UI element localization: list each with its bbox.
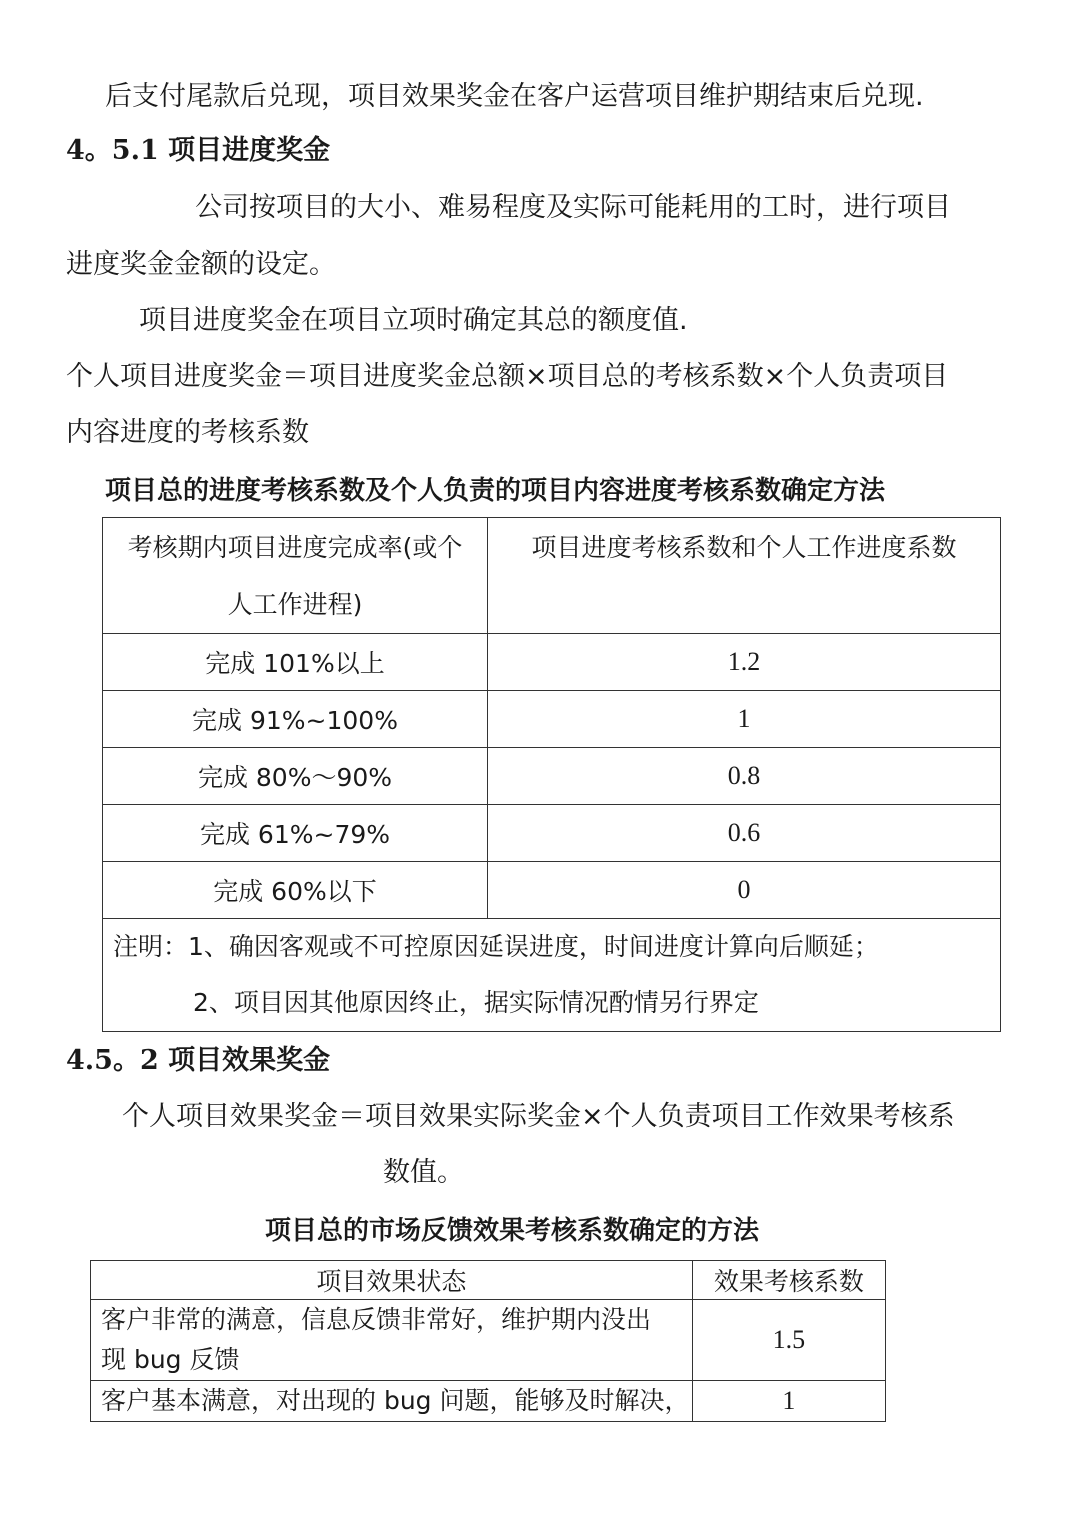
header-completion-rate-line1: 考核期内项目进度完成率(或个 [127, 533, 463, 562]
paragraph-progress-total: 项目进度奖金在项目立项时确定其总的额度值. [139, 305, 688, 336]
header-effect-state: 项目效果状态 [91, 1261, 693, 1300]
section-heading-4-5-2: 4.5。2 项目效果奖金 [66, 1045, 331, 1076]
range-cell: 完成 60%以下 [103, 862, 488, 919]
effect-coefficient-table [90, 1260, 886, 1422]
range-cell: 完成 101%以上 [103, 634, 488, 691]
table-header-row [91, 1261, 886, 1300]
header-completion-rate [103, 518, 488, 634]
coef-cell: 1 [488, 691, 1001, 748]
note-line-2: 2、项目因其他原因终止，据实际情况酌情另行界定 [193, 988, 759, 1017]
progress-coefficient-table [102, 517, 1001, 1032]
table-row [91, 1300, 886, 1381]
table-row [103, 748, 1001, 805]
section-heading-4-5-1: 4。5.1 项目进度奖金 [66, 135, 331, 166]
table-row [103, 634, 1001, 691]
table-header-row [103, 518, 1001, 634]
header-effect-coef: 效果考核系数 [692, 1261, 885, 1300]
table-row [103, 805, 1001, 862]
formula-progress-2: 内容进度的考核系数 [66, 417, 309, 448]
effect-state-cell [91, 1300, 693, 1381]
formula-effect-2: 数值。 [383, 1157, 464, 1188]
effect-coef-cell: 1.5 [692, 1300, 885, 1381]
header-completion-rate-line2: 人工作进程) [227, 590, 363, 619]
note-line-1: 注明：1、确因客观或不可控原因延误进度，时间进度计算向后顺延； [113, 932, 879, 961]
range-cell: 完成 91%~100% [103, 691, 488, 748]
paragraph-progress-setting-2: 进度奖金金额的设定。 [66, 249, 336, 280]
paragraph-payment-timing: 后支付尾款后兑现，项目效果奖金在客户运营项目维护期结束后兑现. [105, 81, 924, 112]
table-row [91, 1381, 886, 1422]
coef-cell: 1.2 [488, 634, 1001, 691]
table2-caption: 项目总的市场反馈效果考核系数确定的方法 [265, 1216, 760, 1246]
table1-caption: 项目总的进度考核系数及个人负责的项目内容进度考核系数确定方法 [105, 476, 886, 506]
effect-coef-cell: 1 [692, 1381, 885, 1422]
table-row [103, 691, 1001, 748]
header-coefficient: 项目进度考核系数和个人工作进度系数 [488, 518, 1001, 634]
table-note [103, 919, 1001, 1032]
effect-state-line1: 客户基本满意，对出现的 bug 问题，能够及时解决， [101, 1386, 690, 1415]
coef-cell: 0.6 [488, 805, 1001, 862]
range-cell: 完成 80%～90% [103, 748, 488, 805]
formula-progress-1: 个人项目进度奖金＝项目进度奖金总额×项目总的考核系数×个人负责项目 [66, 361, 949, 392]
effect-state-line2: 现 bug 反馈 [101, 1345, 240, 1374]
effect-state-line1: 客户非常的满意，信息反馈非常好，维护期内没出 [101, 1305, 652, 1334]
table-note-row [103, 919, 1001, 1032]
paragraph-progress-setting-1: 公司按项目的大小、难易程度及实际可能耗用的工时，进行项目 [195, 192, 951, 223]
formula-effect-1: 个人项目效果奖金＝项目效果实际奖金×个人负责项目工作效果考核系 [122, 1101, 955, 1132]
coef-cell: 0.8 [488, 748, 1001, 805]
table-row [103, 862, 1001, 919]
range-cell: 完成 61%~79% [103, 805, 488, 862]
coef-cell: 0 [488, 862, 1001, 919]
effect-state-cell [91, 1381, 693, 1422]
